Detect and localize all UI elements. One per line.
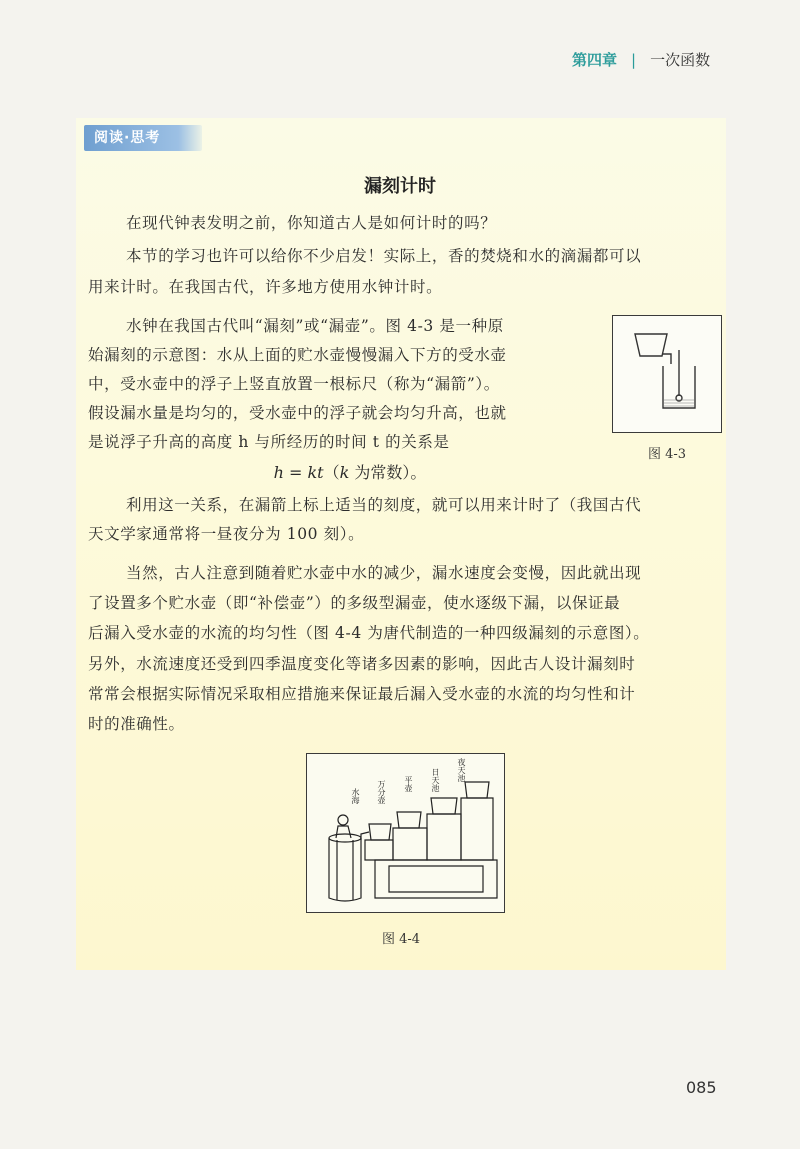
paragraph-5-line-1: 当然，古人注意到随着贮水壶中水的减少，漏水速度会变慢，因此就出现 (126, 564, 642, 582)
paragraph-2-line-1: 本节的学习也许可以给你不少启发！实际上，香的焚烧和水的滴漏都可以 (126, 247, 642, 265)
section-tag: 阅读·思考 (84, 125, 202, 151)
figure-4-3-caption: 图 4-3 (648, 447, 687, 462)
formula-note: 为常数）。 (349, 463, 427, 482)
paragraph-5-line-3: 后漏入受水壶的水流的均匀性（图 4-4 为唐代制造的一种四级漏刻的示意图）。 (88, 624, 650, 642)
figure-4-4-caption: 图 4-4 (382, 932, 421, 947)
paragraph-3-line-1: 水钟在我国古代叫“漏刻”或“漏壶”。图 4-3 是一种原 (126, 317, 504, 335)
article-title: 漏刻计时 (364, 176, 436, 197)
paragraph-4-line-2: 天文学家通常将一昼夜分为 100 刻）。 (88, 525, 365, 543)
label-day-pool: 日天池 (431, 768, 440, 792)
chapter-number: 第四章 (572, 51, 618, 69)
chapter-title: 一次函数 (650, 51, 711, 69)
clepsydra-diagram (613, 316, 721, 432)
label-night-pool: 夜天池 (457, 758, 466, 782)
paragraph-5-line-4: 另外，水流速度还受到四季温度变化等诸多因素的影响，因此古人设计漏刻时 (88, 655, 636, 673)
paragraph-3-line-3: 中，受水壶中的浮子上竖直放置一根标尺（称为“漏箭”）。 (88, 375, 500, 393)
figure-4-4 (306, 753, 505, 913)
formula-note-k: k (339, 463, 350, 482)
formula-note-open: （ (323, 463, 340, 482)
formula-t: t (317, 463, 324, 482)
paragraph-3-line-5: 是说浮子升高的高度 h 与所经历的时间 t 的关系是 (88, 433, 450, 451)
paragraph-1: 在现代钟表发明之前，你知道古人是如何计时的吗？ (126, 214, 497, 232)
figure-4-3 (612, 315, 722, 433)
paragraph-3-line-2: 始漏刻的示意图：水从上面的贮水壶慢慢漏入下方的受水壶 (88, 346, 507, 364)
formula-equals: = (283, 463, 308, 482)
page-number: 085 (686, 1078, 717, 1097)
label-flat-pot: 平壶 (404, 776, 413, 792)
label-wanfen-pot: 万分壶 (377, 780, 386, 804)
label-water-sea: 水海 (351, 788, 360, 804)
paragraph-5-line-5: 常常会根据实际情况采取相应措施来保证最后漏入受水壶的水流的均匀性和计 (88, 685, 636, 703)
formula-k: k (307, 463, 318, 482)
paragraph-5-line-6: 时的准确性。 (88, 715, 185, 733)
paragraph-3-line-4: 假设漏水量是均匀的，受水壶中的浮子就会均匀升高，也就 (88, 404, 507, 422)
formula (0, 460, 700, 483)
formula-h: h (273, 463, 284, 482)
paragraph-5-line-2: 了设置多个贮水壶（即“补偿壶”）的多级型漏壶，使水逐级下漏，以保证最 (88, 594, 621, 612)
paragraph-4-line-1: 利用这一关系，在漏箭上标上适当的刻度，就可以用来计时了（我国古代 (126, 496, 642, 514)
paragraph-2-line-2: 用来计时。在我国古代，许多地方使用水钟计时。 (88, 278, 443, 296)
page-header (572, 46, 772, 74)
header-separator: | (631, 51, 637, 69)
